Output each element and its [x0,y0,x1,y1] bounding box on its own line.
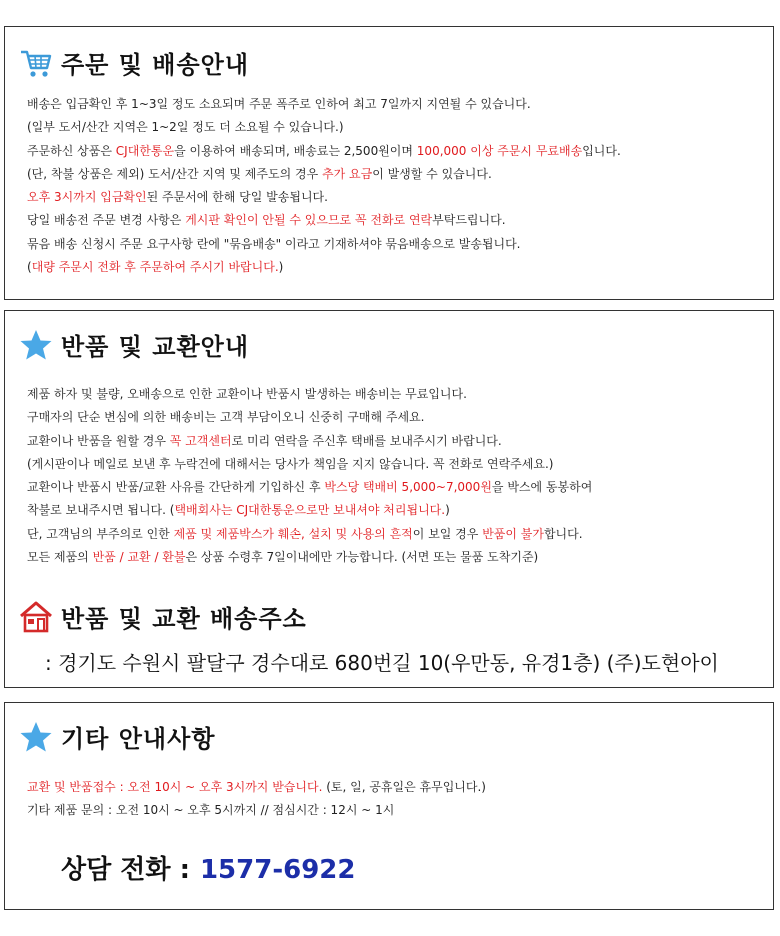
highlight-text: 반품 / 교환 / 환불 [92,550,186,565]
highlight-text: 꼭 고객센터 [169,433,232,448]
body-text: ) [278,260,284,275]
body-text: ( [27,260,32,275]
text-line [27,453,763,476]
returns-text [27,383,763,569]
phone-number[interactable]: 1577-6922 [199,855,356,885]
text-line [27,140,763,163]
text-line [27,406,763,429]
body-text: 구매자의 단순 변심에 의한 배송비는 고객 부담이오니 신중히 구매해 주세요. [27,410,425,425]
highlight-text: 교환 및 반품접수 : 오전 10시 ~ 오후 3시까지 받습니다. [27,780,323,794]
etc-section [4,702,774,910]
text-line [27,256,763,279]
order-shipping-header [19,45,249,80]
highlight-text: 박스당 택배비 5,000~7,000원 [324,480,492,495]
star-icon [19,328,53,362]
order-shipping-section [4,26,774,300]
text-line [27,499,763,522]
body-text: 을 박스에 동봉하여 [491,480,593,495]
highlight-text: 반품이 불가 [482,526,544,541]
house-icon [19,600,53,634]
body-text: 제품 하자 및 불량, 오배송으로 인한 교환이나 반품시 발생하는 배송비는 무료입니다. [27,387,467,401]
returns-header [19,327,249,362]
body-text: (토, 일, 공휴일은 휴무입니다.) [322,780,486,794]
body-text: 배송은 입금확인 후 1~3일 정도 소요되며 주문 폭주로 인하여 최고 7일까지 지연될 수 있습니다. [27,97,531,111]
highlight-text: CJ대한통운 [115,143,175,158]
highlight-text: 제품 및 제품박스가 훼손, 설치 및 사용의 흔적 [173,526,413,541]
text-line [27,233,763,256]
text-line [27,523,763,546]
body-text: (일부 도서/산간 지역은 1~2일 정도 더 소요될 수 있습니다.) [27,120,344,135]
text-line [27,383,763,406]
body-text: 착불로 보내주시면 됩니다. ( [27,503,175,518]
text-line [27,209,763,232]
body-text: 주문하신 상품은 [27,143,116,158]
returns-title: 반품 및 교환안내 [61,333,249,361]
etc-text [27,776,763,823]
body-text: ) [445,503,450,518]
body-text: (단, 착불 상품은 제외) 도서/산간 지역 및 제주도의 경우 [27,166,322,181]
body-text: 모든 제품의 [27,550,93,565]
text-line [27,546,763,569]
return-address-title: 반품 및 교환 배송주소 [61,605,307,633]
highlight-text: 100,000 이상 주문시 무료배송 [416,143,583,158]
body-text: (게시판이나 메일로 보낸 후 누락건에 대해서는 당사가 책임을 지지 않습니다. 꼭 전화로 연락주세요.) [27,456,554,471]
text-line [27,799,763,822]
body-text: 단, 고객님의 부주의로 인한 [27,526,174,541]
return-address: : 경기도 수원시 팔달구 경수대로 680번길 10(우만동, 유경1층) (주)도현아이 [45,651,719,675]
highlight-text: 게시판 확인이 안될 수 있으므로 꼭 전화로 연락 [185,213,433,228]
text-line [27,116,763,139]
returns-section [4,310,774,688]
return-address-header [19,599,307,634]
body-text: 을 이용하여 배송되며, 배송료는 2,500원이며 [174,143,417,158]
text-line [27,776,763,799]
etc-header [19,719,215,754]
text-line [27,93,763,116]
shopping-cart-icon [19,46,53,80]
consult-phone [61,849,356,886]
body-text: 이 발생할 수 있습니다. [372,166,492,181]
body-text: 묶음 배송 신청시 주문 요구사항 란에 "묶음배송" 이라고 기재하셔야 묶음배송으로 발송됩니다. [27,236,521,251]
body-text: 교환이나 반품시 반품/교환 사유를 간단하게 기입하신 후 [27,480,325,495]
text-line [27,430,763,453]
body-text: 기타 제품 문의 : 오전 10시 ~ 오후 5시까지 // 점심시간 : 12시 ~ 1시 [27,803,395,818]
body-text: 이 보일 경우 [412,526,483,541]
body-text: 부탁드립니다. [432,213,506,228]
highlight-text: 택배회사는 CJ대한통운으로만 보내셔야 처리됩니다. [174,503,446,518]
highlight-text: 오후 3시까지 입금확인 [27,190,147,205]
phone-label: 상담 전화 : [61,855,190,885]
etc-title: 기타 안내사항 [61,725,216,753]
order-shipping-text [27,93,763,279]
highlight-text: 대량 주문시 전화 후 주문하여 주시기 바랍니다. [31,260,279,275]
highlight-text: 추가 요금 [322,166,373,181]
text-line [27,476,763,499]
body-text: 은 상품 수령후 7일이내에만 가능합니다. (서면 또는 물품 도착기준) [185,550,539,565]
body-text: 된 주문서에 한해 당일 발송됩니다. [146,190,328,205]
body-text: 로 미리 연락을 주신후 택배를 보내주시기 바랍니다. [231,433,502,448]
text-line [27,163,763,186]
body-text: 입니다. [582,143,621,158]
order-shipping-title: 주문 및 배송안내 [61,51,249,79]
star-icon [19,720,53,754]
body-text: 합니다. [543,526,583,541]
body-text: 교환이나 반품을 원할 경우 [27,433,170,448]
text-line [27,186,763,209]
body-text: 당일 배송전 주문 변경 사항은 [27,213,186,228]
